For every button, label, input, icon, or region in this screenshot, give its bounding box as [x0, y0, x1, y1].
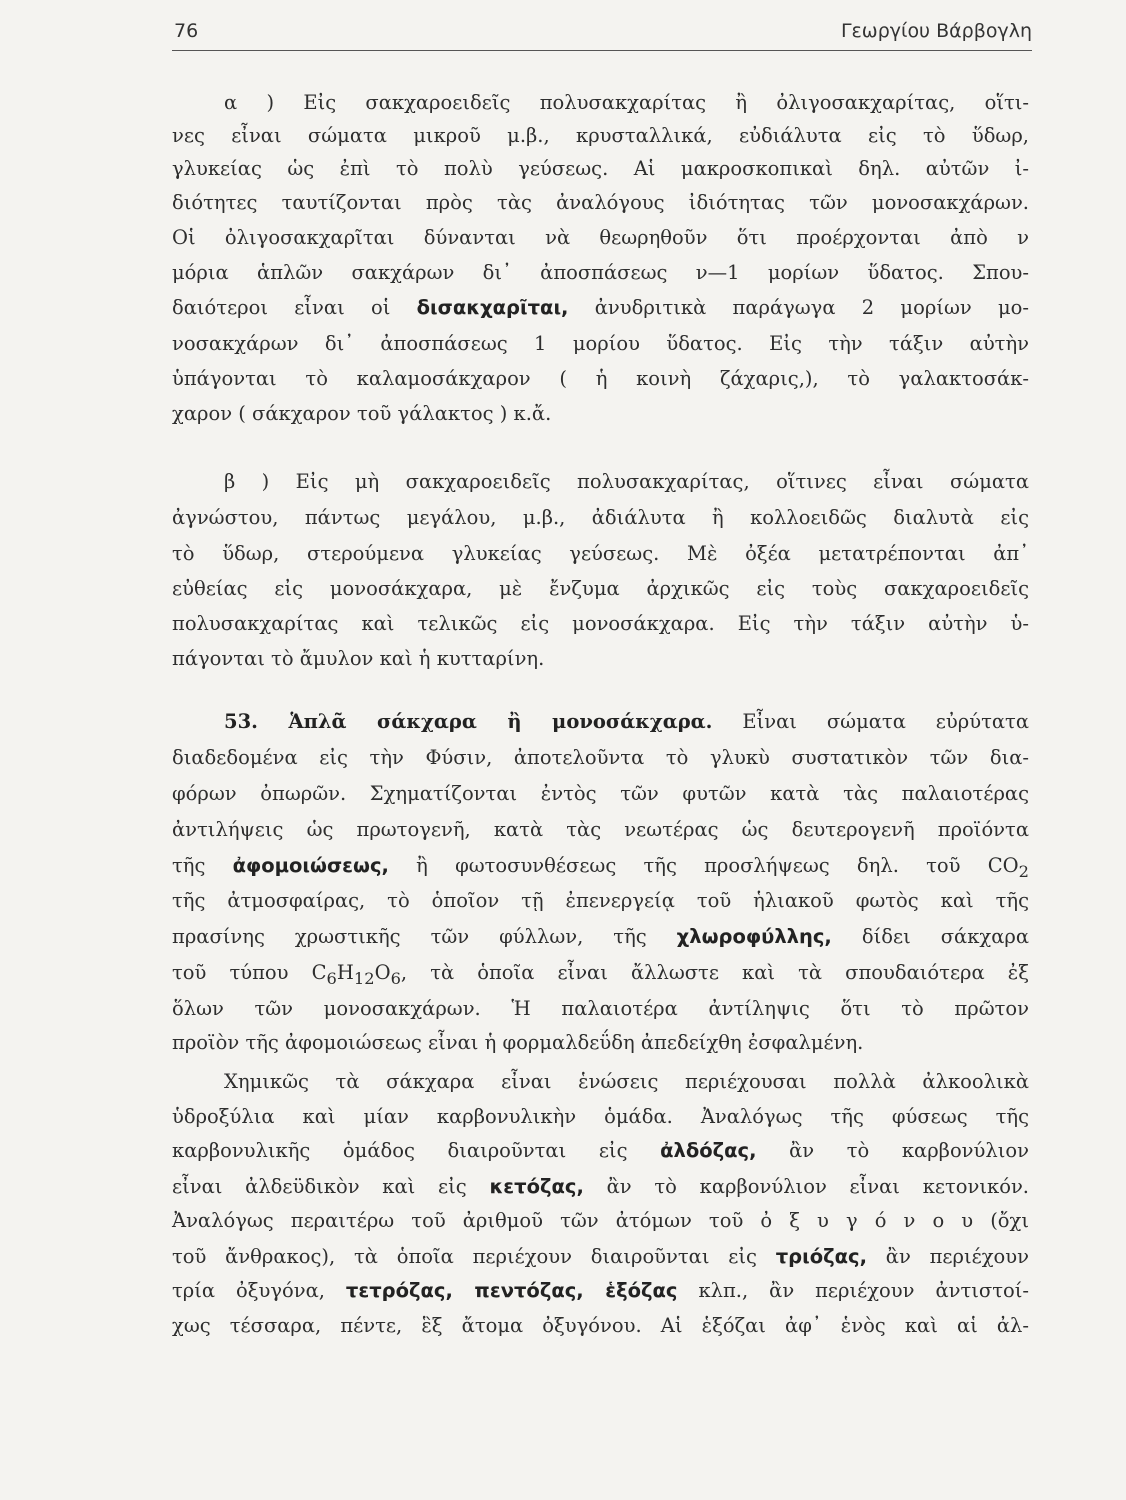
text-line: τῆς ἀτμοσφαίρας, τὸ ὁποῖον τῇ ἐπενεργείᾳ τοῦ ἡλιακοῦ φωτὸς καὶ τῆς	[172, 889, 1029, 912]
line-text: πρασίνης χρωστικῆς τῶν φύλλων, τῆς	[172, 925, 677, 948]
line-text: καρβονυλικῆς ὁμάδος διαιροῦνται εἰς	[172, 1139, 661, 1162]
line-text: , τὰ ὁποῖα εἶναι ἄλλωστε καὶ τὰ σπουδαιότερα ἐξ	[400, 961, 1029, 984]
term-assimilation: ἀφομοιώσεως,	[232, 854, 389, 877]
text-line: διαδεδομένα εἰς τὴν Φύσιν, ἀποτελοῦντα τὸ γλυκὺ συστατικὸν τῶν δια-	[172, 746, 1029, 769]
text-line	[172, 291, 1029, 325]
page-number: 76	[174, 20, 199, 42]
text-line: ὑπάγονται τὸ καλαμοσάκχαρον ( ἡ κοινὴ ζάχαρις,), τὸ γαλακτοσάκ-	[172, 367, 1029, 390]
text-line: γλυκείας ὡς ἐπὶ τὸ πολὺ γεύσεως. Αἱ μακροσκοπικαὶ δηλ. αὐτῶν ἰ-	[172, 157, 1029, 180]
line-text: O	[374, 961, 391, 984]
text-line	[172, 920, 1029, 954]
text-line: χως τέσσαρα, πέντε, ἓξ ἄτομα ὀξυγόνου. Αἱ ἑξόζαι ἀφ᾽ ἑνὸς καὶ αἱ ἀλ-	[172, 1314, 1029, 1337]
text-line	[172, 86, 1029, 120]
running-header	[172, 14, 1032, 51]
text-line: φόρων ὀπωρῶν. Σχηματίζονται ἐντὸς τῶν φυτῶν κατὰ τὰς παλαιοτέρας	[172, 782, 1029, 805]
line-text: ἂν περιέχουν	[867, 1245, 1029, 1268]
line-text: β ) Εἰς μὴ σακχαροειδεῖς πολυσακχαρίτας, οἵτινες εἶναι σώματα	[224, 470, 1029, 493]
text-line	[172, 465, 1029, 499]
text-line	[172, 956, 1029, 990]
line-text: Εἶναι σώματα εὐρύτατα	[712, 710, 1029, 733]
line-text: εἶναι ἀλδεϋδικὸν καὶ εἰς	[172, 1175, 490, 1198]
text-line: ἀντιλήψεις ὡς πρωτογενῆ, κατὰ τὰς νεωτέρας ὡς δευτερογενῆ προϊόντα	[172, 818, 1029, 841]
text-line: πολυσακχαρίτας καὶ τελικῶς εἰς μονοσάκχαρα. Εἰς τὴν τάξιν αὐτὴν ὑ-	[172, 612, 1029, 635]
line-text: ἂν τὸ καρβονύλιον εἶναι κετονικόν.	[583, 1175, 1029, 1198]
term-ketoses: κετόζας,	[489, 1175, 584, 1198]
term-trioses: τριόζας,	[775, 1245, 868, 1268]
text-line	[172, 849, 1029, 883]
text-line: πάγονται τὸ ἄμυλον καὶ ἡ κυτταρίνη.	[172, 647, 545, 670]
text-line: νοσακχάρων δι᾽ ἀποσπάσεως 1 μορίου ὕδατος. Εἰς τὴν τάξιν αὐτὴν	[172, 332, 1029, 355]
section-heading: 53. Ἁπλᾶ σάκχαρα ἢ μονοσάκχαρα.	[224, 710, 713, 733]
line-text: τρία ὀξυγόνα,	[172, 1279, 346, 1302]
text-line: ὑδροξύλια καὶ μίαν καρβονυλικὴν ὁμάδα. Ἀναλόγως τῆς φύσεως τῆς	[172, 1105, 1029, 1128]
text-line	[172, 705, 1029, 739]
text-line: διότητες ταυτίζονται πρὸς τὰς ἀναλόγους ἰδιότητας τῶν μονοσακχάρων.	[172, 191, 1029, 214]
text-line: Οἱ ὀλιγοσακχαρῖται δύνανται νὰ θεωρηθοῦν ὅτι προέρχονται ἀπὸ ν	[172, 226, 1029, 249]
text-line	[172, 1134, 1029, 1168]
line-text: κλπ., ἂν περιέχουν ἀντιστοί-	[677, 1279, 1029, 1302]
text-line: μόρια ἁπλῶν σακχάρων δι᾽ ἀποσπάσεως ν—1 μορίων ὕδατος. Σπου-	[172, 261, 1029, 284]
text-line	[172, 1065, 1029, 1099]
subscript: 6	[390, 968, 401, 988]
text-line: προϊὸν τῆς ἀφομοιώσεως εἶναι ἡ φορμαλδεΰδη ἀπεδείχθη ἐσφαλμένη.	[172, 1031, 864, 1054]
text-line: χαρον ( σάκχαρον τοῦ γάλακτος ) κ.ἄ.	[172, 402, 552, 425]
line-text: δίδει σάκχαρα	[831, 925, 1029, 948]
subscript: 6	[326, 968, 337, 988]
term-aldoses: ἀλδόζας,	[660, 1139, 757, 1162]
text-line	[172, 1274, 1029, 1308]
running-title: Γεωργίου Βάρβογλη	[840, 20, 1032, 42]
text-line: ὅλων τῶν μονοσακχάρων. Ἡ παλαιοτέρα ἀντίληψις ὅτι τὸ πρῶτον	[172, 997, 1029, 1020]
line-text: ἢ φωτοσυνθέσεως τῆς προσλήψεως δηλ. τοῦ CO	[388, 854, 1019, 877]
line-text: δαιότεροι εἶναι οἱ	[172, 296, 417, 319]
line-text: τῆς	[172, 854, 233, 877]
text-line	[172, 1170, 1029, 1204]
text-line: ἀγνώστου, πάντως μεγάλου, μ.β., ἀδιάλυτα ἢ κολλοειδῶς διαλυτὰ εἰς	[172, 506, 1029, 529]
text-line	[172, 1240, 1029, 1274]
term-tetroses-pentoses-hexoses: τετρόζας, πεντόζας, ἑξόζας	[345, 1279, 678, 1302]
line-text: ἀνυδριτικὰ παράγωγα 2 μορίων μο-	[568, 296, 1029, 319]
term-chlorophyll: χλωροφύλλης,	[676, 925, 832, 948]
line-text: α ) Εἰς σακχαροειδεῖς πολυσακχαρίτας ἢ ὀλιγοσακχαρίτας, οἵτι-	[224, 91, 1029, 114]
text-line: τὸ ὕδωρ, στερούμενα γλυκείας γεύσεως. Μὲ ὀξέα μετατρέπονται ἀπ᾽	[172, 542, 1029, 565]
term-disaccharides: δισακχαρῖται,	[416, 296, 569, 319]
subscript: 2	[1018, 861, 1029, 881]
line-text: H	[336, 961, 354, 984]
text-line: εὐθείας εἰς μονοσάκχαρα, μὲ ἔνζυμα ἀρχικῶς εἰς τοὺς σακχαροειδεῖς	[172, 577, 1029, 600]
line-text: τοῦ τύπου C	[172, 961, 327, 984]
subscript: 12	[353, 968, 375, 988]
line-text: Χημικῶς τὰ σάκχαρα εἶναι ἑνώσεις περιέχουσαι πολλὰ ἀλκοολικὰ	[224, 1070, 1029, 1093]
line-text: τοῦ ἄνθρακος), τὰ ὁποῖα περιέχουν διαιροῦνται εἰς	[172, 1245, 776, 1268]
text-line: νες εἶναι σώματα μικροῦ μ.β., κρυσταλλικά, εὐδιάλυτα εἰς τὸ ὕδωρ,	[172, 124, 1029, 147]
line-text: ἂν τὸ καρβονύλιον	[756, 1139, 1029, 1162]
text-line: Ἀναλόγως περαιτέρω τοῦ ἀριθμοῦ τῶν ἀτόμων τοῦ ὀ ξ υ γ ό ν ο υ (ὄχι	[172, 1209, 1029, 1232]
